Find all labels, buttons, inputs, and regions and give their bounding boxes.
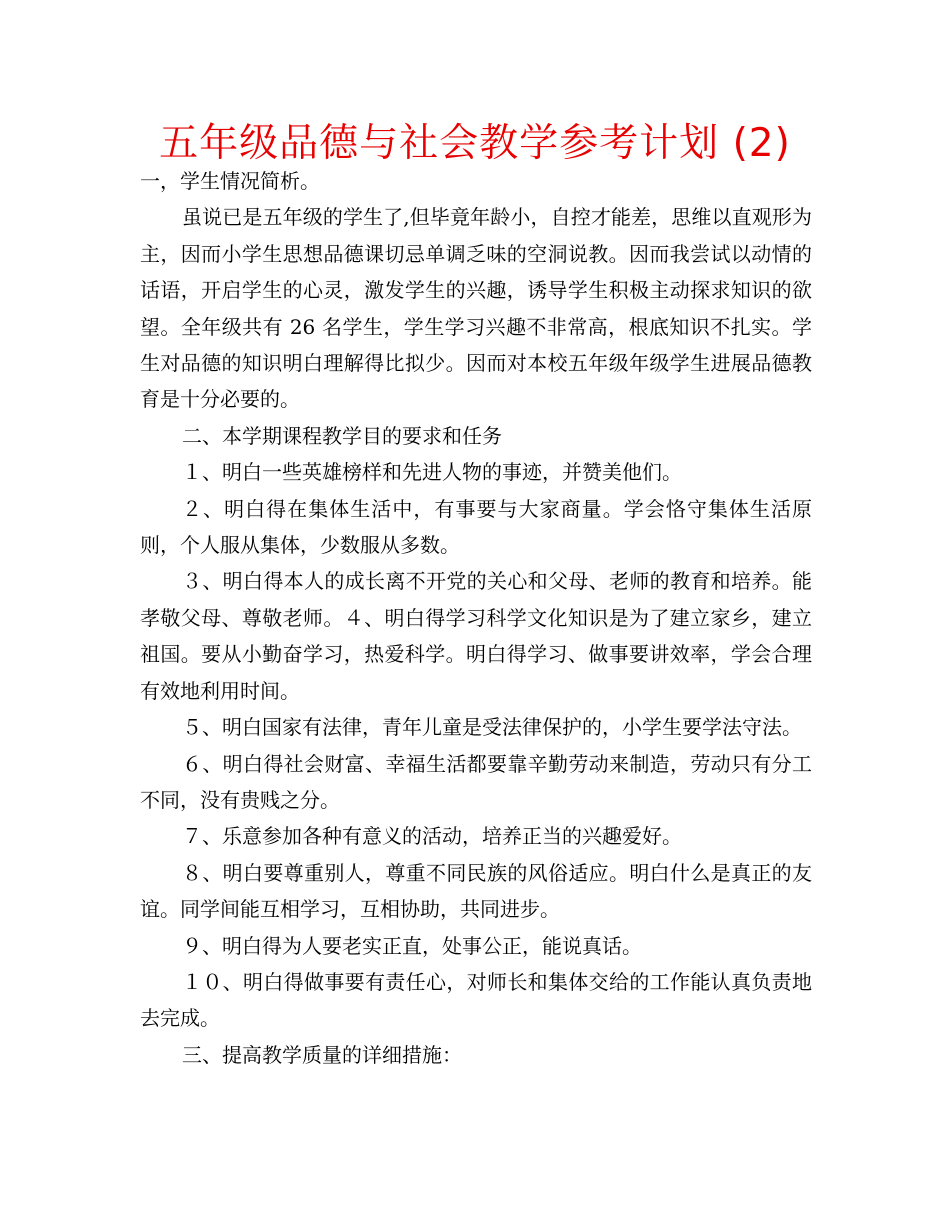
goal-item-10: １０、明白得做事要有责任心，对师长和集体交给的工作能认真负责地去完成。 [140,969,812,1031]
section-heading-goals: 二、本学期课程教学目的要求和任务 [182,423,502,448]
goal-item-7: ７、乐意参加各种有意义的活动，培养正当的兴趣爱好。 [182,824,682,849]
goal-item-3-4: ３、明白得本人的成长离不开党的关心和父母、老师的教育和培养。能孝敬父母、尊敬老师。４、明白得学习科学文化知识是为了建立家乡，建立祖国。要从小勤奋学习，热爱科学。明白得学习、做事要讲效率，学会合理有效地利用时间。 [140,569,812,703]
goal-item-5: ５、明白国家有法律，青年儿童是受法律保护的，小学生要学法守法。 [182,715,802,740]
goal-item-9: ９、明白得为人要老实正直，处事公正，能说真话。 [182,933,642,958]
goal-item-1: １、明白一些英雄榜样和先进人物的事迹，并赞美他们。 [182,460,682,485]
goal-item-6: ６、明白得社会财富、幸福生活都要靠辛勤劳动来制造，劳动只有分工不同，没有贵贱之分。 [140,751,812,812]
section-heading-student-analysis: 一，学生情况简析。 [140,169,320,193]
paragraph-student-analysis: 虽说已是五年级的学生了,但毕竟年龄小，自控才能差，思维以直观形为主，因而小学生思想品德课切忌单调乏味的空洞说教。因而我尝试以动情的话语，开启学生的心灵，激发学生的兴趣，诱导学生积极主动探求知识的欲望。全年级共有 26 名学生，学生学习兴趣不非常高，根底知识不扎实。学生对品德的知识明白理解得比拟少。因而对本校五年级年级学生进展品德教育是十分必要的。 [140,205,812,412]
document-title: 五年级品德与社会教学参考计划 (2) [159,121,791,166]
goal-item-2: ２、明白得在集体生活中，有事要与大家商量。学会恪守集体生活原则，个人服从集体，少数服从多数。 [140,496,812,558]
goal-item-8: ８、明白要尊重别人，尊重不同民族的风俗适应。明白什么是真正的友谊。同学间能互相学习，互相协助，共同进步。 [140,860,812,922]
section-heading-measures: 三、提高教学质量的详细措施： [182,1042,462,1067]
document-body [140,163,812,1073]
